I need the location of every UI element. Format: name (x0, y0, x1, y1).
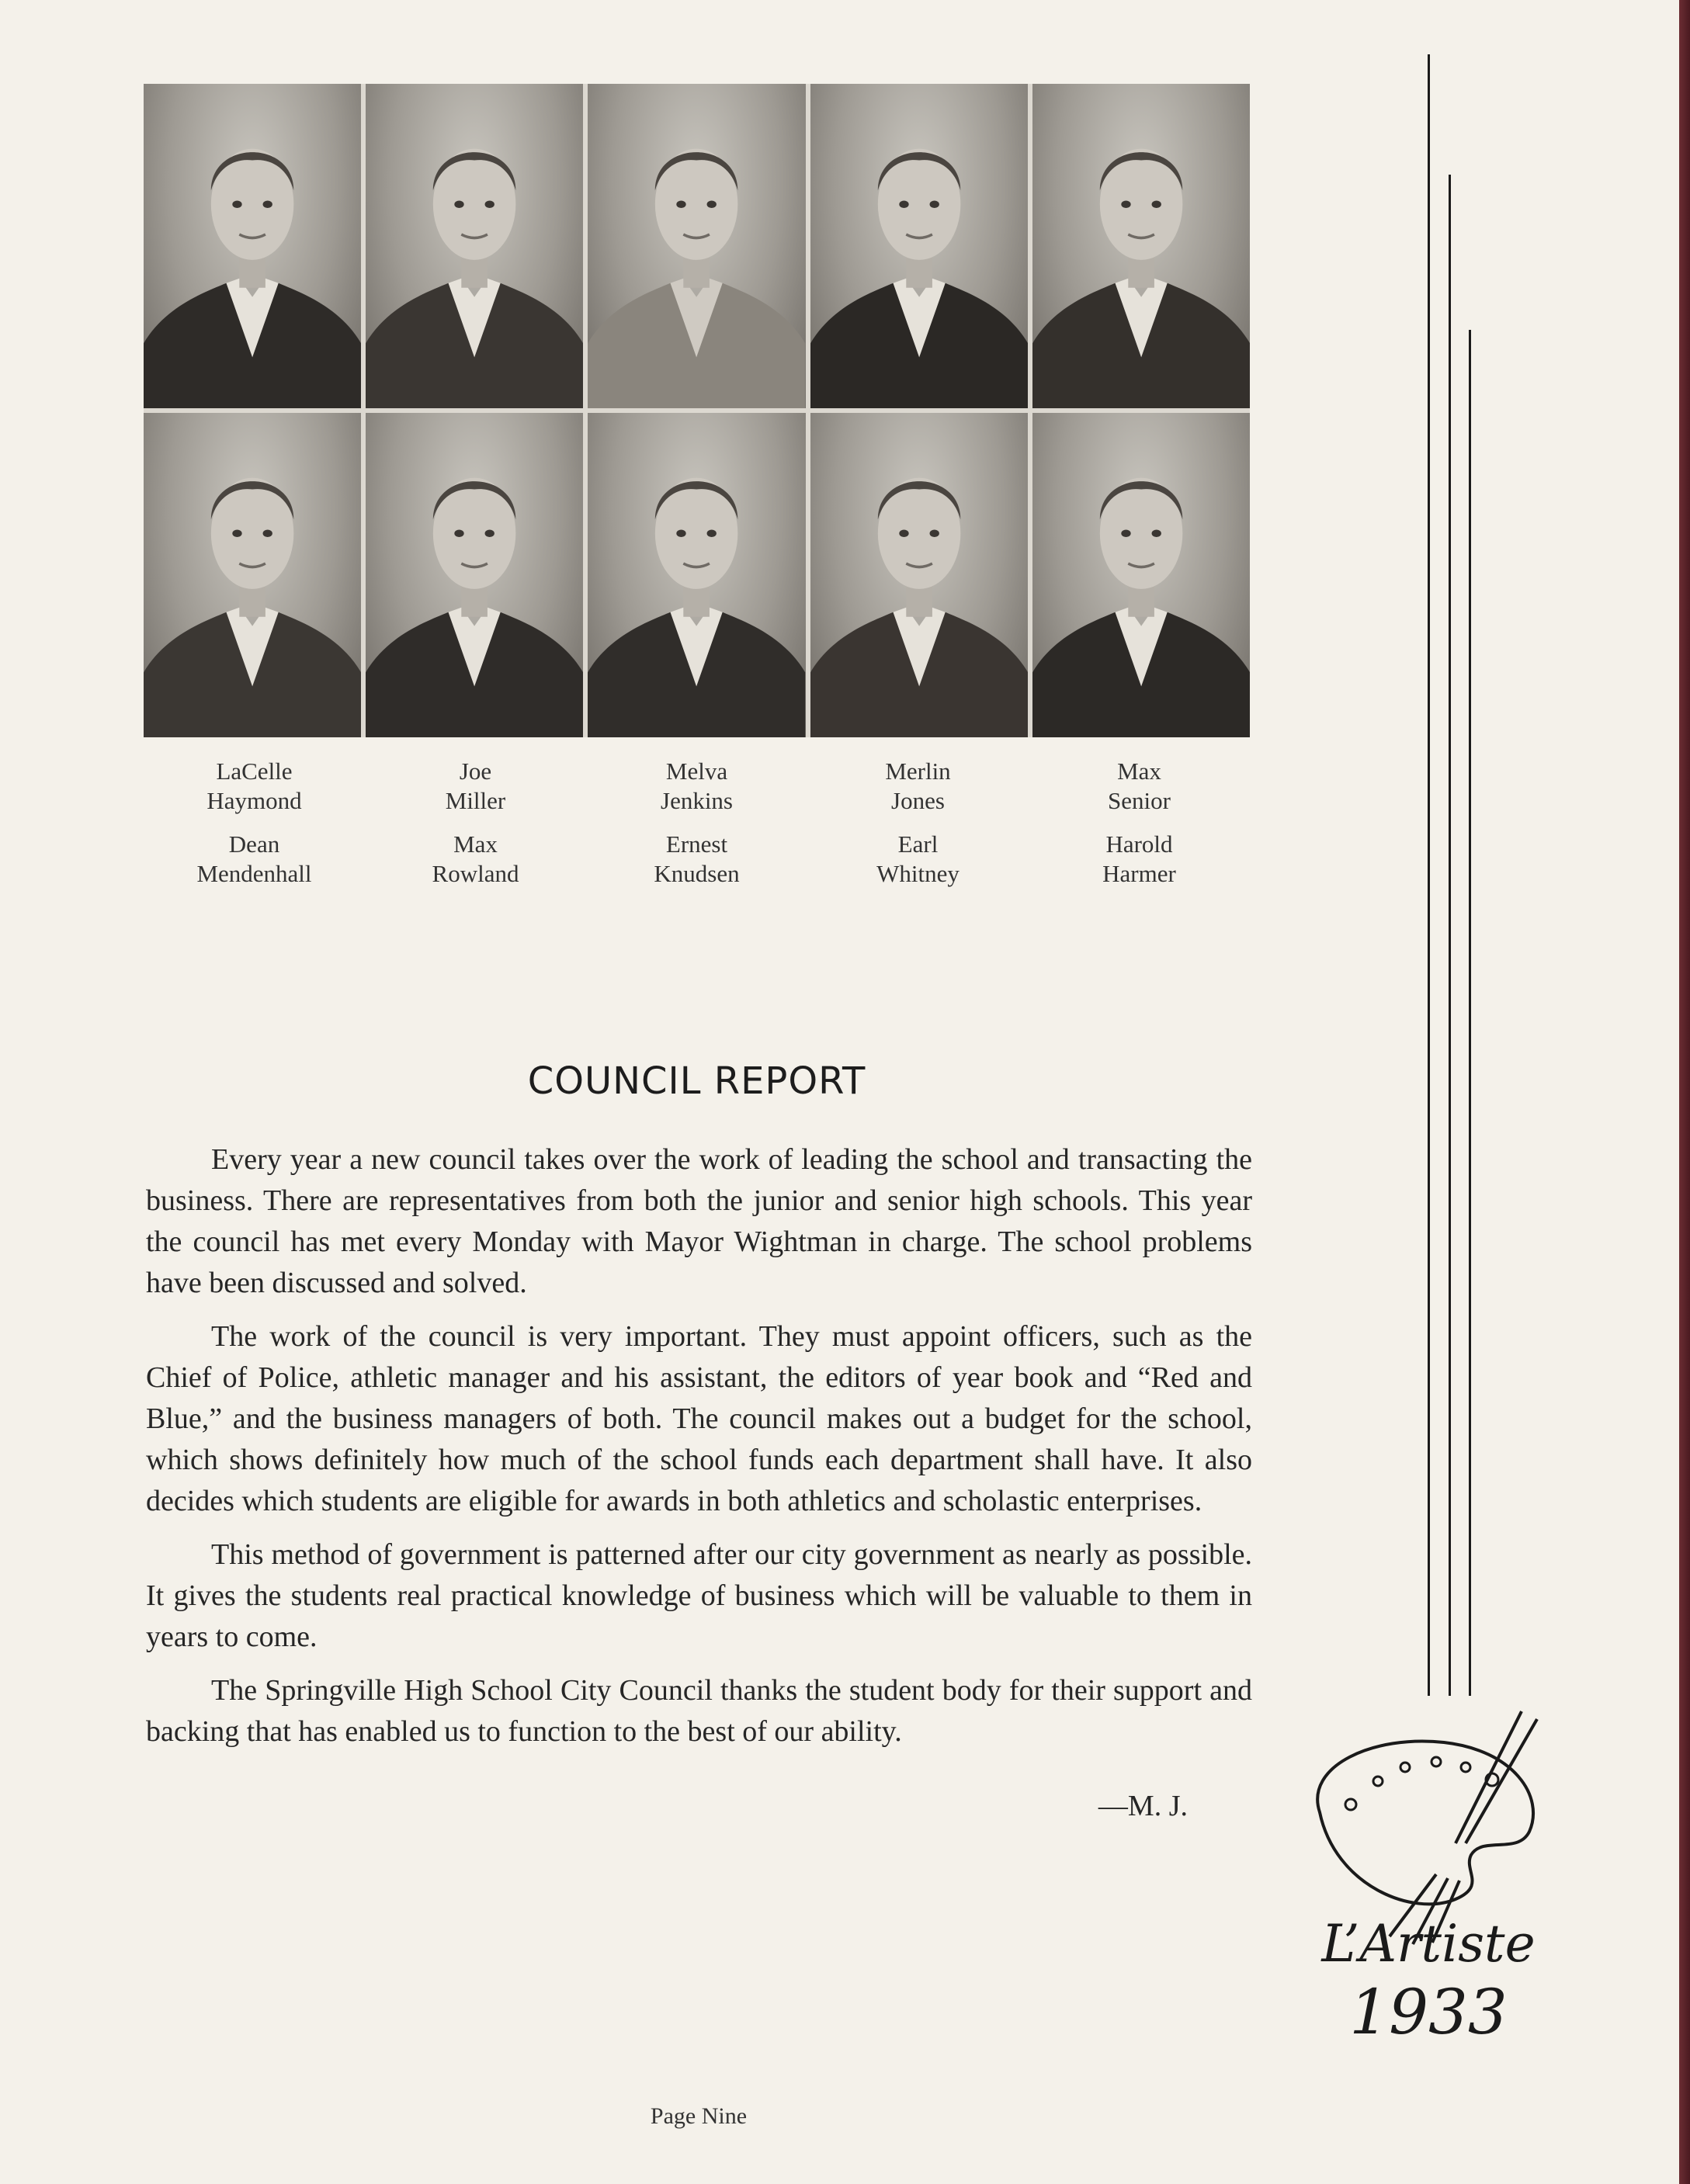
portrait-photo (366, 413, 583, 737)
portrait-name: Joe Miller (445, 757, 506, 814)
portrait-name: Dean Mendenhall (196, 830, 312, 887)
portrait-photo (588, 413, 805, 737)
portrait-photo (366, 84, 583, 408)
yearbook-brand (1289, 1913, 1568, 2050)
portrait-names (144, 757, 1250, 889)
portrait-name: Ernest Knudsen (654, 830, 740, 887)
yearbook-year: 1933 (1349, 1976, 1508, 2048)
page-number: Page Nine (650, 2103, 748, 2129)
yearbook-name: L’Artiste (1321, 1914, 1536, 1974)
portrait-photo (144, 84, 361, 408)
report-paragraph: The Springville High School City Council thanks the student body for their support and backing that has enabled us to function to the best of our ability. (146, 1674, 1252, 1748)
portrait-name: Max Senior (1108, 757, 1171, 814)
portrait-photo (588, 84, 805, 408)
report-signoff: —M. J. (1098, 1790, 1188, 1822)
portrait-name: Harold Harmer (1102, 830, 1176, 887)
portrait-name: Melva Jenkins (661, 757, 733, 814)
decorative-line (1469, 330, 1471, 1696)
binding-edge (1679, 0, 1690, 2184)
report-paragraph: This method of government is patterned after our city government as nearly as possible. It gives the students real practical knowledge of business which will be valuable to them in years to come. (146, 1538, 1252, 1653)
report-body (146, 1139, 1252, 1765)
portrait-photo (1032, 413, 1250, 737)
portrait-photo (1032, 84, 1250, 408)
report-paragraph: The work of the council is very important. They must appoint officers, such as the Chief of Police, athletic manager and his assistant, the editors of year book and “Red and Blue,” and the business managers of both. The council makes out a budget for the school, which shows definitely how much of the school funds each department shall have. It also decides which students are eligible for awards in both athletics and scholastic enterprises. (146, 1320, 1252, 1517)
portrait-name: LaCelle Haymond (206, 757, 302, 814)
portrait-photo (144, 413, 361, 737)
portrait-photo (810, 84, 1028, 408)
portrait-name: Merlin Jones (885, 757, 951, 814)
portrait-photo (810, 413, 1028, 737)
portrait-name: Max Rowland (432, 830, 519, 887)
decorative-line (1449, 175, 1451, 1696)
report-title: COUNCIL REPORT (527, 1059, 866, 1103)
portrait-name: Earl Whitney (876, 830, 960, 887)
portrait-grid (144, 84, 1250, 737)
report-paragraph: Every year a new council takes over the work of leading the school and transacting the business. There are representatives from both the junior and senior high schools. This year the council has met every Monday with Mayor Wightman in charge. The school problems have been discussed and solved. (146, 1143, 1252, 1299)
decorative-line (1428, 54, 1430, 1696)
